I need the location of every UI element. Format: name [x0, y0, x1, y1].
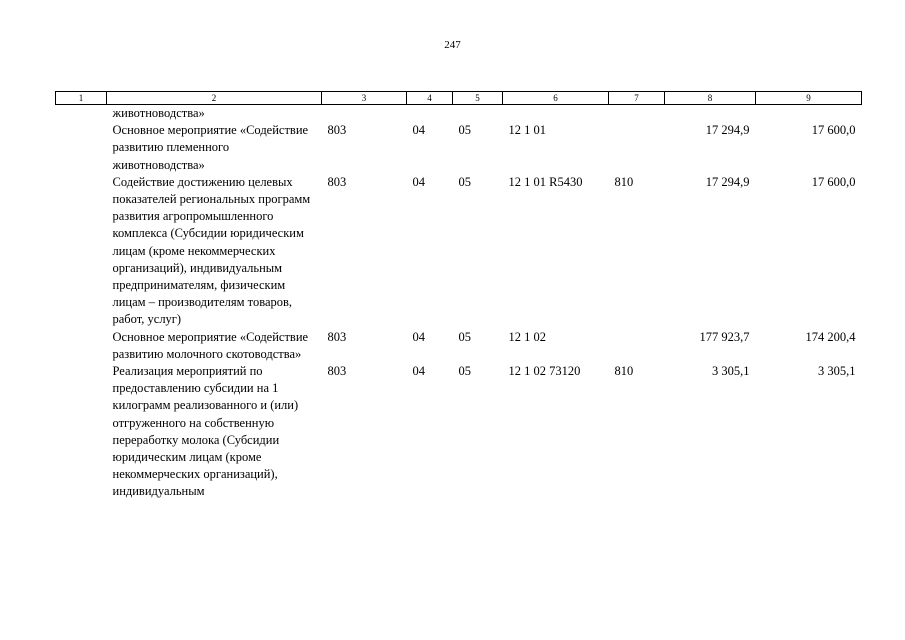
item-name: животноводства»	[112, 106, 205, 120]
expense-type-code	[609, 122, 665, 174]
budget-table	[55, 91, 862, 501]
item-name: Содействие достижению целевых показателей региональных программ развития агропромышленного комплекса (Субсидии юридическим лицам (кроме некоммерческих организаций), индивидуальным предпринимателям, физическим лицам – производителям товаров, работ, услуг)	[112, 174, 311, 327]
column-number-header: 7	[609, 92, 665, 105]
section-code: 04	[412, 123, 425, 138]
page-number: 247	[444, 39, 461, 51]
target-article-code	[503, 105, 609, 123]
amount-year-1: 17 294,9	[705, 123, 750, 138]
item-name: Основное мероприятие «Содействие развитию молочного скотоводства»	[112, 329, 309, 361]
column-number-header: 6	[503, 92, 609, 105]
section-code: 04	[412, 329, 425, 344]
amount-year-2	[756, 105, 862, 123]
target-article-code: 12 1 01	[508, 123, 546, 138]
column-number-header: 3	[322, 92, 407, 105]
subsection-code: 05	[458, 364, 471, 379]
ministry-code	[322, 105, 407, 123]
item-name: Реализация мероприятий по предоставлению субсидии на 1 килограмм реализованного и (или) отгруженного на собственную переработку молока (Субсидии юридическим лицам (кроме некоммерческих организаций), индивидуальным	[112, 364, 299, 499]
amount-year-1: 177 923,7	[699, 329, 750, 344]
target-article-code: 12 1 02 73120	[508, 364, 581, 379]
row-empty-cell	[56, 329, 107, 363]
table-row	[56, 122, 862, 174]
target-article-code: 12 1 02	[508, 329, 546, 344]
column-number-header: 9	[756, 92, 862, 105]
subsection-code	[453, 105, 503, 123]
section-code: 04	[412, 364, 425, 379]
ministry-code: 803	[327, 364, 347, 379]
amount-year-1: 17 294,9	[705, 174, 750, 189]
amount-year-2: 174 200,4	[805, 329, 856, 344]
subsection-code: 05	[458, 174, 471, 189]
row-empty-cell	[56, 363, 107, 501]
row-empty-cell	[56, 174, 107, 329]
row-empty-cell	[56, 122, 107, 174]
amount-year-1	[665, 105, 756, 123]
column-number-header: 1	[56, 92, 107, 105]
ministry-code: 803	[327, 329, 347, 344]
column-number-header: 8	[665, 92, 756, 105]
subsection-code: 05	[458, 329, 471, 344]
table-row	[56, 329, 862, 363]
amount-year-2: 17 600,0	[811, 123, 856, 138]
item-name: Основное мероприятие «Содействие развитию племенного животноводства»	[112, 123, 309, 172]
subsection-code: 05	[458, 123, 471, 138]
table-row	[56, 105, 862, 123]
amount-year-1: 3 305,1	[712, 364, 750, 379]
table-row	[56, 174, 862, 329]
expense-type-code: 810	[614, 364, 634, 379]
expense-type-code	[609, 105, 665, 123]
amount-year-2: 3 305,1	[818, 364, 856, 379]
amount-year-2: 17 600,0	[811, 174, 856, 189]
expense-type-code: 810	[614, 174, 634, 189]
column-number-header: 2	[107, 92, 322, 105]
column-number-header-row	[56, 92, 862, 105]
column-number-header: 4	[407, 92, 453, 105]
row-empty-cell	[56, 105, 107, 123]
ministry-code: 803	[327, 174, 347, 189]
table-row	[56, 363, 862, 501]
section-code	[407, 105, 453, 123]
expense-type-code	[609, 329, 665, 363]
column-number-header: 5	[453, 92, 503, 105]
target-article-code: 12 1 01 R5430	[508, 174, 583, 189]
section-code: 04	[412, 174, 425, 189]
ministry-code: 803	[327, 123, 347, 138]
